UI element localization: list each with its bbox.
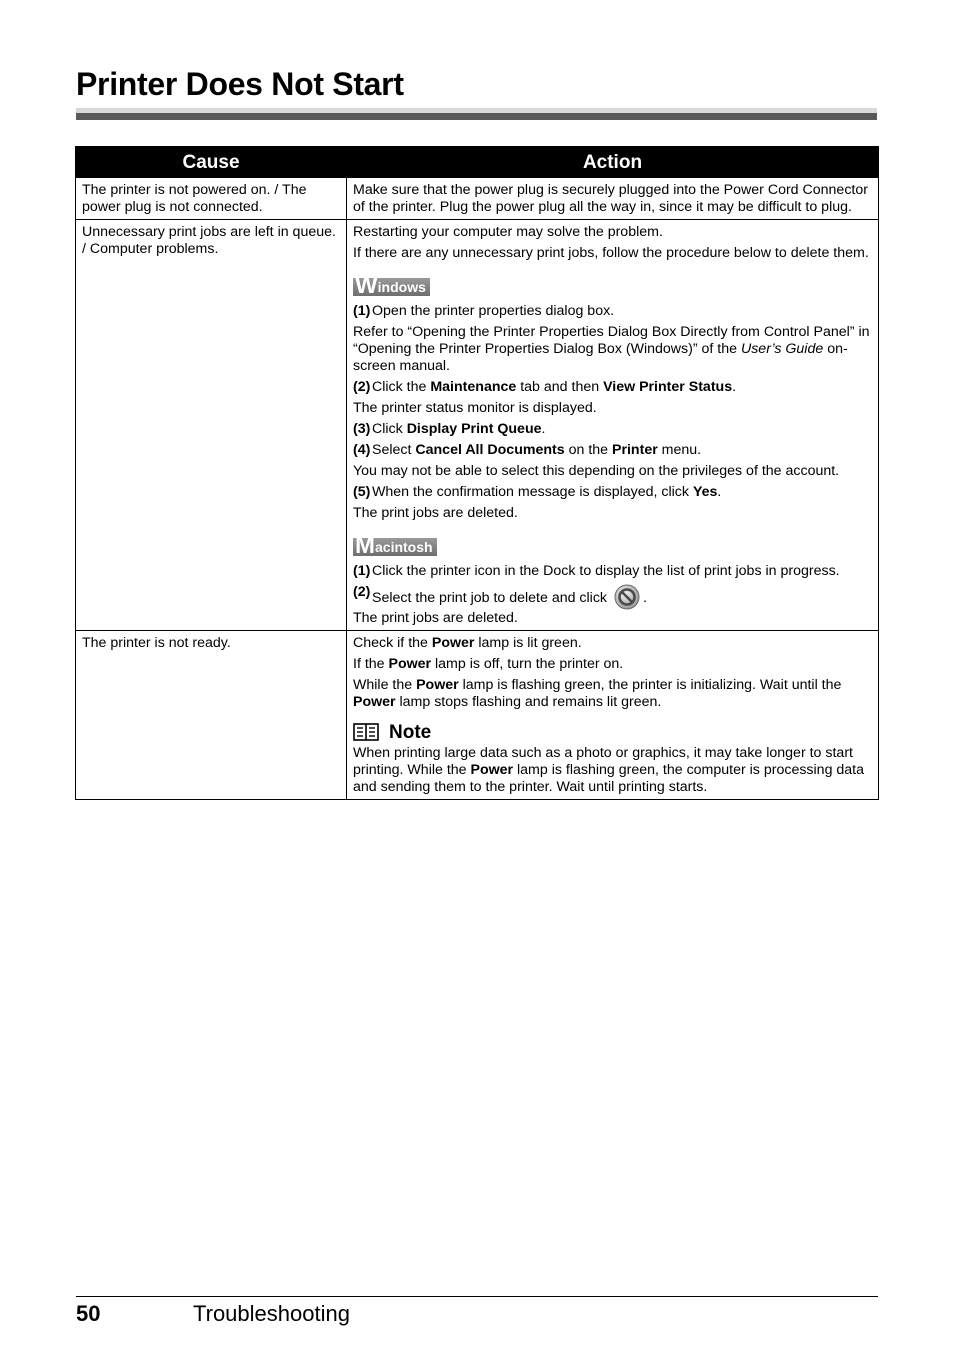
intro-text: If there are any unnecessary print jobs, follow the procedure below to delete them. <box>353 245 869 261</box>
page-title: Printer Does Not Start <box>76 66 404 102</box>
cause-cell <box>76 631 347 800</box>
windows-step-4: (4) Select Cancel All Documents on the Printer menu. <box>353 442 702 458</box>
cause-cell <box>76 178 347 220</box>
cause-text: The printer is not powered on. / The power plug is not connected. <box>82 182 307 215</box>
note-heading <box>353 723 872 741</box>
book-icon <box>353 723 379 741</box>
windows-badge: Windows <box>353 278 430 296</box>
step-detail: You may not be able to select this depending on the privileges of the account. <box>353 463 840 479</box>
troubleshooting-table <box>75 146 879 800</box>
note-text: When printing large data such as a photo or graphics, it may take longer to start printing. While the Power lamp is flashing green, the computer is processing data and sending them to the printer. Wait until printing starts. <box>353 745 865 795</box>
cause-cell <box>76 220 347 631</box>
header-cause: Cause <box>76 147 347 178</box>
step-detail: The print jobs are deleted. <box>353 505 518 521</box>
action-line: While the Power lamp is flashing green, the printer is initializing. Wait until the Power lamp stops flashing and remains lit green. <box>353 677 842 710</box>
table-row <box>76 178 879 220</box>
section-name: Troubleshooting <box>193 1301 350 1326</box>
footer-rule <box>76 1296 878 1297</box>
windows-step-1: (1) Open the printer properties dialog box. <box>353 303 615 319</box>
mac-step-1: (1) Click the printer icon in the Dock to display the list of print jobs in progress. <box>353 563 840 579</box>
note-label: Note <box>389 721 432 743</box>
cause-text: Unnecessary print jobs are left in queue. / Computer problems. <box>82 224 336 257</box>
action-line: Check if the Power lamp is lit green. <box>353 635 582 651</box>
action-cell <box>347 178 879 220</box>
mac-step-2: (2) Select the print job to delete and click . <box>353 584 872 610</box>
title-rule <box>76 108 877 120</box>
action-cell <box>347 631 879 800</box>
step-detail: Refer to “Opening the Printer Properties Dialog Box Directly from Control Panel” in “Opening the Printer Properties Dialog Box (Windows)” of the User’s Guide on-screen manual. <box>353 324 870 374</box>
macintosh-badge: Macintosh <box>353 538 437 556</box>
table-row <box>76 220 879 631</box>
header-action: Action <box>347 147 879 178</box>
page-number: 50 <box>76 1301 101 1326</box>
cancel-icon <box>614 584 640 610</box>
step-detail: The print jobs are deleted. <box>353 610 518 626</box>
table-header-row <box>76 147 879 178</box>
action-line: If the Power lamp is off, turn the printer on. <box>353 656 624 672</box>
cause-text: The printer is not ready. <box>82 635 231 651</box>
windows-step-2: (2) Click the Maintenance tab and then View Printer Status. <box>353 379 737 395</box>
step-detail: The printer status monitor is displayed. <box>353 400 597 416</box>
action-cell <box>347 220 879 631</box>
intro-text: Restarting your computer may solve the problem. <box>353 224 663 240</box>
windows-step-3: (3) Click Display Print Queue. <box>353 421 546 437</box>
table-row <box>76 631 879 800</box>
action-text: Make sure that the power plug is securely plugged into the Power Cord Connector of the printer. Plug the power plug all the way in, since it may be difficult to plug. <box>353 182 868 215</box>
windows-step-5: (5) When the confirmation message is displayed, click Yes. <box>353 484 722 500</box>
